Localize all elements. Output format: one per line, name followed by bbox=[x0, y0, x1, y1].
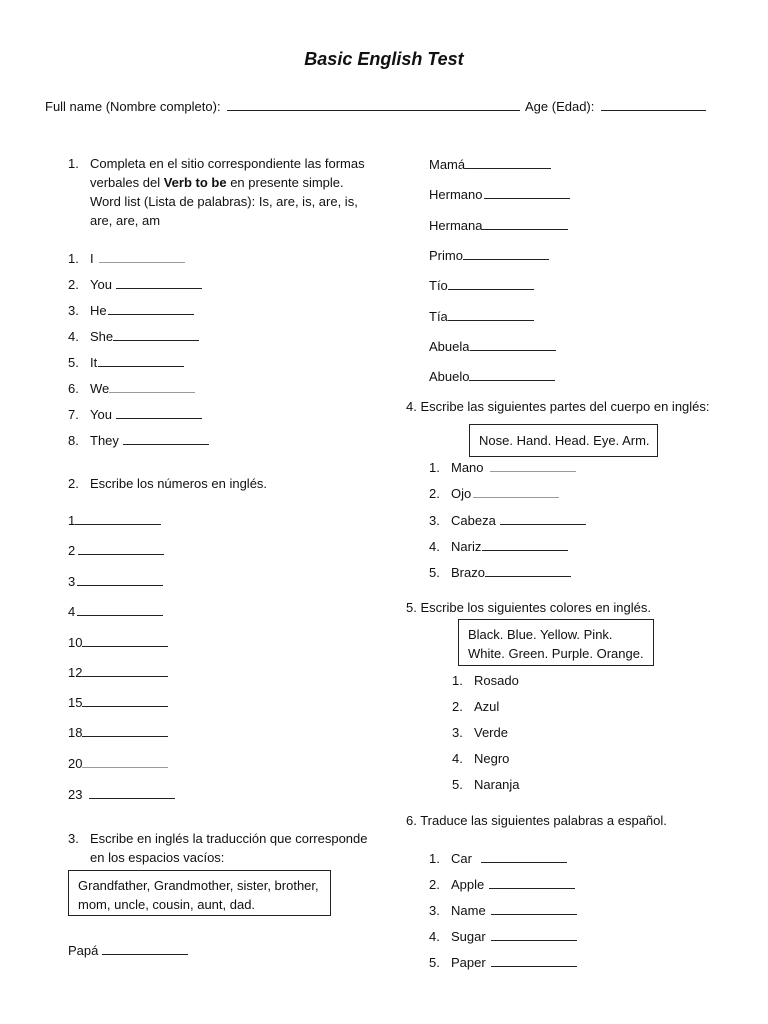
list-item bbox=[429, 308, 534, 324]
answer-line[interactable] bbox=[448, 277, 534, 290]
answer-line[interactable] bbox=[102, 942, 188, 955]
item-label: You bbox=[90, 407, 112, 422]
word-bank-line: mom, uncle, cousin, aunt, dad. bbox=[78, 897, 256, 912]
list-item bbox=[429, 512, 586, 528]
answer-line[interactable] bbox=[470, 338, 556, 351]
list-item bbox=[68, 603, 163, 619]
answer-line[interactable] bbox=[485, 564, 571, 577]
item-number: 8. bbox=[68, 433, 79, 448]
item-label: 20 bbox=[68, 756, 83, 771]
list-item bbox=[452, 725, 508, 740]
item-label: Negro bbox=[474, 751, 510, 766]
list-item bbox=[68, 942, 188, 958]
answer-line[interactable] bbox=[77, 603, 163, 616]
answer-line[interactable] bbox=[82, 694, 168, 707]
item-number: 5. bbox=[68, 355, 79, 370]
list-item bbox=[68, 250, 185, 266]
list-item bbox=[452, 751, 509, 766]
item-label: Brazo bbox=[451, 565, 485, 580]
section-heading-text: Escribe los números en inglés. bbox=[90, 476, 268, 491]
answer-line[interactable] bbox=[500, 512, 586, 525]
colors-box bbox=[458, 619, 654, 666]
item-number: 4. bbox=[429, 929, 440, 944]
item-label: They bbox=[90, 433, 119, 448]
word-bank-line: Grandfather, Grandmother, sister, brother, bbox=[78, 878, 319, 893]
list-item bbox=[68, 380, 195, 396]
section5-heading: 5. Escribe los siguientes colores en inglés. bbox=[406, 600, 651, 615]
answer-line[interactable] bbox=[473, 485, 559, 498]
list-item bbox=[429, 368, 555, 384]
item-label: 18 bbox=[68, 725, 83, 740]
section-number: 2. bbox=[68, 476, 79, 491]
list-item bbox=[429, 156, 551, 172]
answer-line[interactable] bbox=[99, 250, 185, 263]
answer-line[interactable] bbox=[116, 406, 202, 419]
item-label: Verde bbox=[474, 725, 508, 740]
body-parts-box: Nose. Hand. Head. Eye. Arm. bbox=[469, 424, 658, 457]
list-item bbox=[68, 694, 168, 710]
list-item bbox=[68, 512, 161, 528]
answer-line[interactable] bbox=[98, 354, 184, 367]
item-number: 2. bbox=[429, 877, 440, 892]
answer-line[interactable] bbox=[484, 186, 570, 199]
list-item bbox=[68, 354, 184, 370]
list-item bbox=[429, 217, 568, 233]
answer-line[interactable] bbox=[491, 902, 577, 915]
item-label: Rosado bbox=[474, 673, 519, 688]
answer-line[interactable] bbox=[482, 538, 568, 551]
word-bank-box bbox=[68, 870, 331, 916]
item-label: She bbox=[90, 329, 114, 344]
section6-heading: 6. Traduce las siguientes palabras a español. bbox=[406, 813, 667, 828]
section2-heading bbox=[68, 476, 267, 491]
list-item bbox=[429, 485, 559, 501]
list-item bbox=[429, 876, 575, 892]
item-label: Apple bbox=[451, 877, 485, 892]
section1-line: Word list (Lista de palabras): Is, are, is, are, is, bbox=[90, 194, 358, 209]
answer-line[interactable] bbox=[113, 328, 199, 341]
list-item bbox=[68, 302, 194, 318]
answer-line[interactable] bbox=[82, 664, 168, 677]
section3-line: Escribe en inglés la traducción que corresponde bbox=[90, 831, 368, 846]
list-item bbox=[68, 406, 202, 422]
list-item bbox=[429, 338, 556, 354]
age-label: Age (Edad): bbox=[525, 99, 595, 114]
item-number: 4. bbox=[68, 329, 79, 344]
answer-line[interactable] bbox=[78, 542, 164, 555]
item-label: Tío bbox=[429, 278, 448, 293]
item-number: 3. bbox=[429, 513, 440, 528]
item-label: Mano bbox=[451, 460, 484, 475]
answer-line[interactable] bbox=[89, 786, 175, 799]
list-item bbox=[452, 699, 499, 714]
answer-line[interactable] bbox=[482, 217, 568, 230]
item-label: 2 bbox=[68, 543, 76, 558]
list-item bbox=[429, 459, 576, 475]
section3-instructions bbox=[90, 829, 368, 867]
section1-line: Completa en el sitio correspondiente las formas bbox=[90, 156, 365, 171]
full-name-row bbox=[45, 98, 520, 114]
list-item bbox=[429, 277, 534, 293]
list-item bbox=[429, 247, 549, 263]
list-item bbox=[429, 954, 577, 970]
answer-line[interactable] bbox=[123, 432, 209, 445]
list-item bbox=[68, 634, 168, 650]
list-item bbox=[429, 186, 570, 202]
list-item bbox=[68, 573, 163, 589]
item-label: 12 bbox=[68, 665, 83, 680]
answer-line[interactable] bbox=[116, 276, 202, 289]
list-item bbox=[429, 564, 571, 580]
age-row bbox=[525, 98, 706, 114]
answer-line[interactable] bbox=[82, 755, 168, 768]
item-label: Primo bbox=[429, 248, 463, 263]
item-number: 6. bbox=[68, 381, 79, 396]
section1-text: en presente simple. bbox=[226, 175, 344, 190]
list-item bbox=[452, 777, 520, 792]
answer-line[interactable] bbox=[109, 380, 195, 393]
item-label: Abuela bbox=[429, 339, 470, 354]
answer-line[interactable] bbox=[481, 850, 567, 863]
list-item bbox=[68, 724, 168, 740]
list-item bbox=[68, 755, 168, 771]
item-number: 2. bbox=[68, 277, 79, 292]
item-number: 1. bbox=[452, 673, 463, 688]
item-label: Paper bbox=[451, 955, 486, 970]
item-label: Tía bbox=[429, 309, 448, 324]
answer-line[interactable] bbox=[490, 459, 576, 472]
list-item bbox=[68, 276, 202, 292]
item-number: 3. bbox=[429, 903, 440, 918]
item-label: I bbox=[90, 251, 94, 266]
item-label: 3 bbox=[68, 574, 76, 589]
item-label: Papá bbox=[68, 943, 99, 958]
age-field[interactable] bbox=[601, 98, 706, 111]
item-label: 1 bbox=[68, 513, 76, 528]
item-label: Ojo bbox=[451, 486, 472, 501]
answer-line[interactable] bbox=[108, 302, 194, 315]
list-item bbox=[68, 328, 199, 344]
answer-line[interactable] bbox=[465, 156, 551, 169]
colors-box-line: Black. Blue. Yellow. Pink. bbox=[468, 627, 613, 642]
item-label: 4 bbox=[68, 604, 76, 619]
item-number: 1. bbox=[429, 851, 440, 866]
list-item bbox=[68, 542, 164, 558]
item-number: 3. bbox=[68, 303, 79, 318]
item-label: 15 bbox=[68, 695, 83, 710]
answer-line[interactable] bbox=[82, 724, 168, 737]
section1-number: 1. bbox=[68, 156, 79, 171]
full-name-field[interactable] bbox=[227, 98, 520, 111]
full-name-label: Full name (Nombre completo): bbox=[45, 99, 221, 114]
list-item bbox=[68, 664, 168, 680]
item-label: It bbox=[90, 355, 98, 370]
item-label: Car bbox=[451, 851, 472, 866]
answer-line[interactable] bbox=[463, 247, 549, 260]
answer-line[interactable] bbox=[469, 368, 555, 381]
item-label: We bbox=[90, 381, 110, 396]
colors-box-line: White. Green. Purple. Orange. bbox=[468, 646, 644, 661]
item-number: 3. bbox=[452, 725, 463, 740]
item-label: You bbox=[90, 277, 112, 292]
list-item bbox=[429, 928, 577, 944]
item-number: 1. bbox=[68, 251, 79, 266]
answer-line[interactable] bbox=[491, 954, 577, 967]
answer-line[interactable] bbox=[75, 512, 161, 525]
item-label: Sugar bbox=[451, 929, 486, 944]
answer-line[interactable] bbox=[82, 634, 168, 647]
answer-line[interactable] bbox=[489, 876, 575, 889]
answer-line[interactable] bbox=[77, 573, 163, 586]
item-label: 23 bbox=[68, 787, 83, 802]
list-item bbox=[429, 538, 568, 554]
section3-line: en los espacios vacíos: bbox=[90, 850, 225, 865]
answer-line[interactable] bbox=[491, 928, 577, 941]
item-label: 10 bbox=[68, 635, 83, 650]
item-number: 1. bbox=[429, 460, 440, 475]
item-label: Naranja bbox=[474, 777, 520, 792]
list-item bbox=[452, 673, 519, 688]
item-label: Nariz bbox=[451, 539, 482, 554]
item-number: 4. bbox=[452, 751, 463, 766]
item-label: He bbox=[90, 303, 107, 318]
list-item bbox=[68, 432, 209, 448]
item-number: 2. bbox=[429, 486, 440, 501]
item-number: 5. bbox=[429, 565, 440, 580]
item-label: Hermana bbox=[429, 218, 483, 233]
page-title: Basic English Test bbox=[304, 49, 464, 69]
item-label: Cabeza bbox=[451, 513, 496, 528]
section4-heading: 4. Escribe las siguientes partes del cuerpo en inglés: bbox=[406, 399, 710, 414]
section1-instructions bbox=[90, 154, 365, 230]
item-label: Abuelo bbox=[429, 369, 470, 384]
section3-number: 3. bbox=[68, 831, 79, 846]
item-number: 2. bbox=[452, 699, 463, 714]
answer-line[interactable] bbox=[448, 308, 534, 321]
item-label: Hermano bbox=[429, 187, 483, 202]
item-label: Mamá bbox=[429, 157, 466, 172]
item-label: Name bbox=[451, 903, 486, 918]
list-item bbox=[429, 850, 567, 866]
section1-line bbox=[90, 173, 365, 192]
item-number: 7. bbox=[68, 407, 79, 422]
item-number: 5. bbox=[429, 955, 440, 970]
list-item bbox=[429, 902, 577, 918]
item-number: 4. bbox=[429, 539, 440, 554]
verb-to-be-label: Verb to be bbox=[163, 175, 227, 190]
item-label: Azul bbox=[474, 699, 500, 714]
section1-text: verbales del bbox=[90, 175, 164, 190]
section1-line: are, are, am bbox=[90, 213, 161, 228]
list-item bbox=[68, 786, 175, 802]
item-number: 5. bbox=[452, 777, 463, 792]
